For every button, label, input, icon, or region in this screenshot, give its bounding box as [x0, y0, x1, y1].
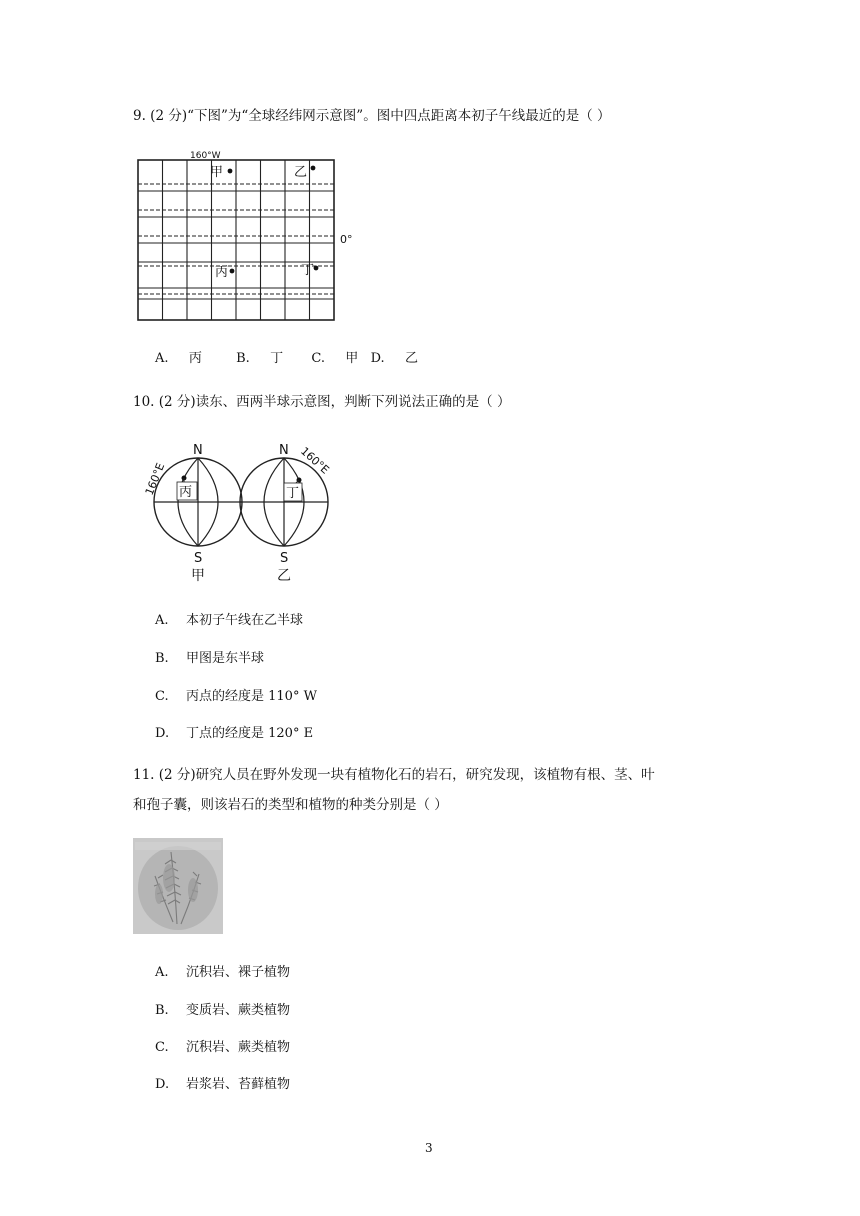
q10-option-a-text: 本初子午线在乙半球 [186, 613, 304, 628]
left-hemisphere-name: 甲 [191, 568, 205, 584]
q11-option-a [155, 964, 290, 982]
fern-fossil-photo [133, 838, 223, 934]
q11-option-b [155, 1002, 290, 1020]
point-bing-label: 丙 [179, 485, 193, 500]
q10-option-a-letter: A. [155, 613, 169, 628]
q10-option-b-text: 甲图是东半球 [186, 651, 265, 666]
q9-option-c-letter: C. [311, 351, 325, 366]
q11-option-d-letter: D. [155, 1077, 170, 1092]
point-bing-dot [230, 269, 235, 274]
q9-options-row [155, 350, 418, 368]
q10-option-c-letter: C. [155, 689, 169, 704]
q9-option-d-text: 乙 [404, 351, 418, 366]
q11-option-c-letter: C. [155, 1040, 169, 1055]
point-ding-dot [314, 266, 319, 271]
right-south-label: S [280, 551, 289, 566]
point-ding-label: 丁 [301, 263, 315, 278]
hemispheres-figure [128, 438, 348, 588]
equator-label: 0° [340, 233, 353, 246]
point-bing-label: 丙 [215, 265, 229, 280]
right-north-label: N [279, 443, 289, 458]
q11-option-c [155, 1039, 290, 1057]
q10-option-b [155, 650, 264, 668]
q9-option-b-letter: B. [236, 351, 250, 366]
left-lon-label: 160°E [142, 461, 168, 498]
q11-option-a-letter: A. [155, 965, 169, 980]
q9-option-d-letter: D. [370, 351, 385, 366]
q10-option-d-text: 丁点的经度是 120° E [186, 726, 314, 741]
point-ding-label: 丁 [286, 486, 300, 501]
q9-option-a-letter: A. [155, 351, 169, 366]
left-south-label: S [194, 551, 203, 566]
q11-option-d [155, 1076, 290, 1094]
point-yi-label: 乙 [294, 165, 308, 180]
q11-stem-line2: 和孢子囊，则该岩石的类型和植物的种类分别是（ ） [133, 797, 448, 813]
graticule-figure [130, 148, 370, 326]
q10-option-d-letter: D. [155, 726, 170, 741]
q10-option-b-letter: B. [155, 651, 169, 666]
point-yi-dot [311, 166, 316, 171]
lon-160w-label: 160°W [190, 151, 221, 161]
q11-option-d-text: 岩浆岩、苔藓植物 [186, 1077, 291, 1092]
point-jia-label: 甲 [210, 165, 224, 180]
q10-option-a [155, 612, 303, 630]
q9-option-b-text: 丁 [270, 351, 284, 366]
q10-option-d [155, 725, 313, 743]
q10-option-c [155, 688, 317, 706]
q10-option-c-text: 丙点的经度是 110° W [186, 689, 317, 704]
q11-option-b-text: 变质岩、蕨类植物 [186, 1003, 291, 1018]
q9-option-a-text: 丙 [188, 351, 202, 366]
q9-option-c-text: 甲 [345, 351, 359, 366]
q9-stem: 9. (2 分)“下图”为“全球经纬网示意图”。图中四点距离本初子午线最近的是（ ） [133, 108, 611, 124]
page-number: 3 [425, 1141, 433, 1155]
q11-option-a-text: 沉积岩、裸子植物 [186, 965, 291, 980]
q11-option-c-text: 沉积岩、蕨类植物 [186, 1040, 291, 1055]
q10-stem: 10. (2 分)读东、西两半球示意图，判断下列说法正确的是（ ） [133, 394, 511, 410]
right-lon-label: 160°E [297, 444, 332, 477]
right-hemisphere-name: 乙 [277, 568, 291, 584]
q11-stem-line1: 11. (2 分)研究人员在野外发现一块有植物化石的岩石，研究发现，该植物有根、茎、叶 [133, 767, 655, 783]
left-north-label: N [193, 443, 203, 458]
q11-option-b-letter: B. [155, 1003, 169, 1018]
point-jia-dot [228, 169, 233, 174]
